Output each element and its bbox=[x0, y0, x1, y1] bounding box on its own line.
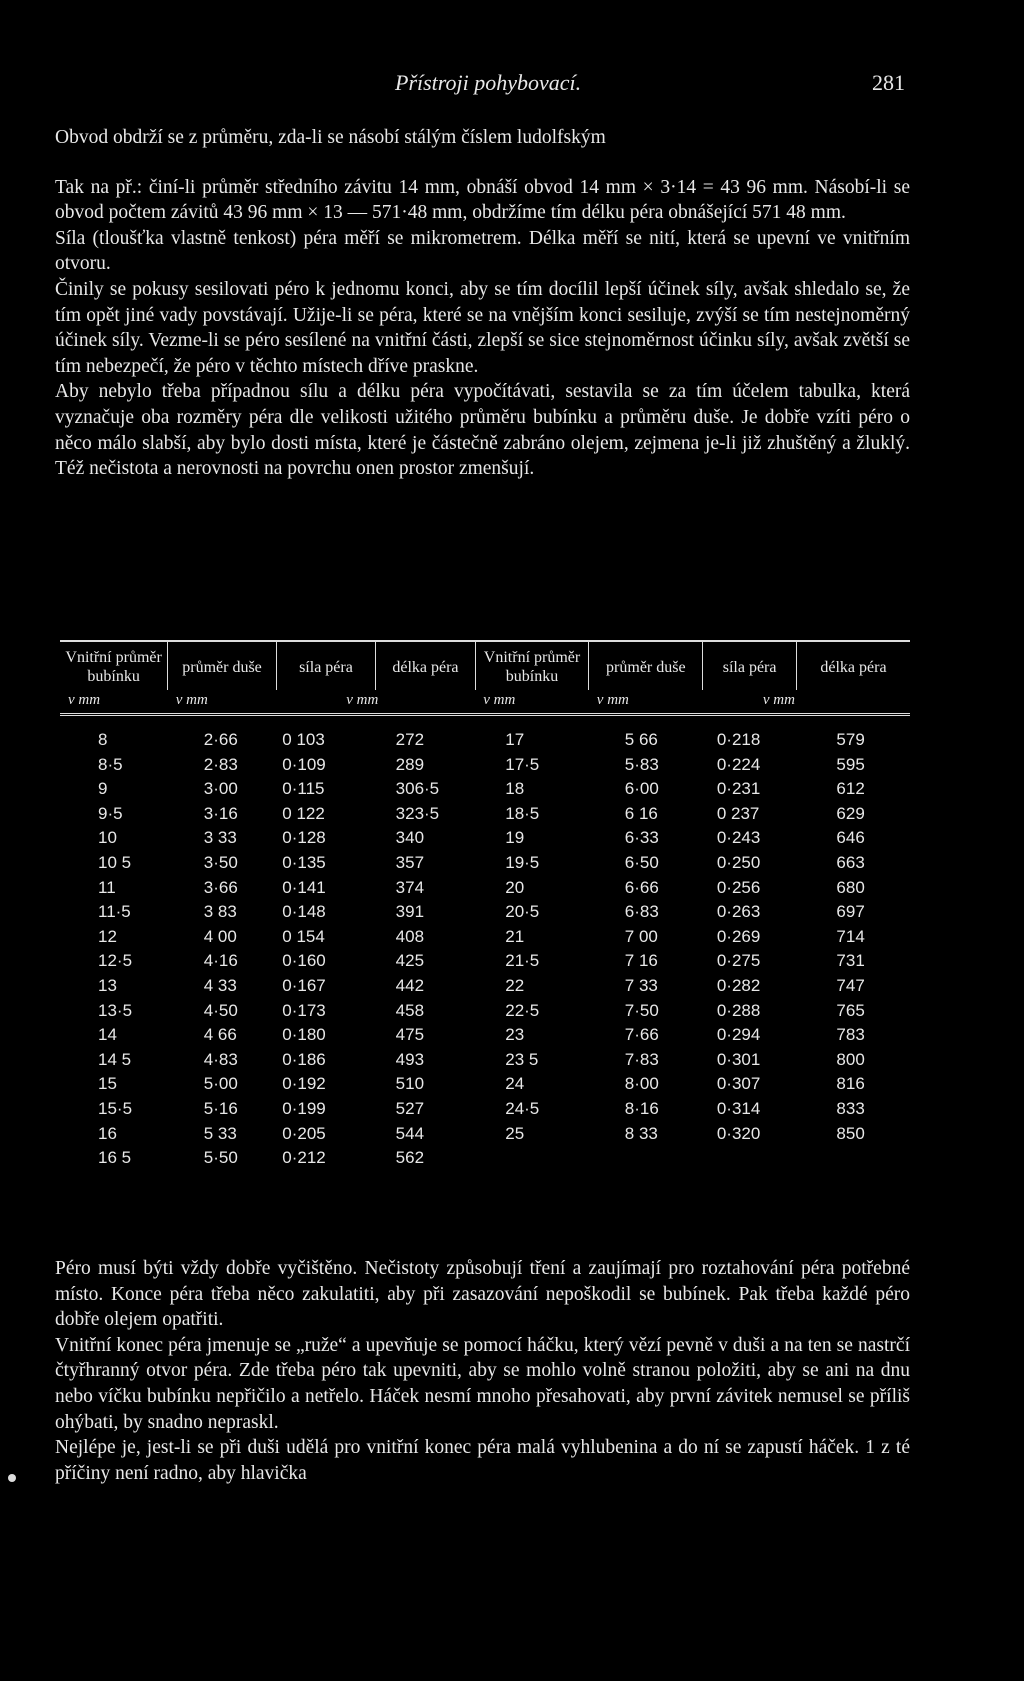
column-header: délka péra bbox=[376, 642, 476, 690]
bottom-text-block bbox=[55, 1256, 910, 1486]
table-cell: 0·250 bbox=[716, 852, 761, 872]
table-cell: 2·66 bbox=[203, 730, 238, 749]
table-cell bbox=[475, 1146, 589, 1171]
page-header bbox=[0, 70, 1024, 100]
table-cell: 3·66 bbox=[203, 877, 238, 897]
table-row bbox=[60, 1072, 910, 1097]
table-cell: 323·5 bbox=[395, 803, 440, 823]
table-cell: 0 122 bbox=[282, 803, 325, 823]
table-cell: 8·5 bbox=[98, 754, 123, 774]
table-cell: 0·141 bbox=[282, 877, 326, 897]
table-cell: 562 bbox=[395, 1148, 425, 1168]
table-cell: 0·243 bbox=[716, 828, 761, 848]
table-row bbox=[60, 925, 910, 950]
paragraph: Vnitřní konec péra jmenuje se „ruže“ a upevňuje se pomocí háčku, který vězí pevně v duši a na ten se nastrčí čtyřhranný otvor péra. Zde třeba péro tak upevniti, aby se mohlo volně stranou položiti, aby se ani na dnu nebo víčku bubínku nepřičilo a netřelo. Háček nesmí mnoho přesahovati, aby první závitek nemusel se příliš ohýbati, by snadno nepraskl. bbox=[55, 1334, 910, 1433]
table-cell: 357 bbox=[395, 852, 425, 872]
column-header: průměr duše bbox=[168, 642, 277, 690]
table-cell: 4 33 bbox=[203, 975, 237, 995]
table-cell: 0 237 bbox=[716, 803, 760, 823]
table-cell: 5 66 bbox=[624, 730, 658, 749]
units-row bbox=[60, 690, 910, 715]
table-cell: 7·50 bbox=[624, 1000, 659, 1020]
table-cell: 18·5 bbox=[505, 803, 540, 823]
unit-label: v mm bbox=[168, 690, 277, 715]
table-cell: 7·66 bbox=[624, 1025, 659, 1045]
table-cell: 6·00 bbox=[624, 779, 659, 799]
column-header: Vnitřní průměr bubínku bbox=[65, 649, 162, 685]
table-cell: 731 bbox=[836, 951, 865, 971]
table-cell: 4·16 bbox=[203, 951, 238, 971]
table-cell: 0·109 bbox=[282, 754, 326, 774]
table-cell: 0·115 bbox=[282, 779, 325, 799]
table-cell: 340 bbox=[395, 828, 425, 848]
table-cell: 765 bbox=[836, 1000, 865, 1020]
unit-label: v mm bbox=[276, 690, 475, 715]
table-cell: 391 bbox=[395, 902, 425, 922]
table-cell: 6·50 bbox=[624, 852, 659, 872]
unit-label: v mm bbox=[60, 690, 168, 715]
table-cell: 697 bbox=[836, 902, 865, 922]
table-cell: 2·83 bbox=[203, 754, 238, 774]
table-cell: 646 bbox=[836, 828, 865, 848]
table-row bbox=[60, 826, 910, 851]
table-cell: 10 bbox=[98, 828, 117, 848]
table-cell: 579 bbox=[836, 730, 865, 749]
table-cell: 3 83 bbox=[203, 902, 237, 922]
table-cell: 14 5 bbox=[98, 1049, 132, 1069]
table-cell: 7 16 bbox=[624, 951, 658, 971]
table-cell: 0·314 bbox=[716, 1098, 761, 1118]
table-cell: 23 bbox=[505, 1025, 525, 1045]
table-cell: 21·5 bbox=[505, 951, 540, 971]
table-cell: 0·224 bbox=[716, 754, 761, 774]
table-row bbox=[60, 876, 910, 901]
unit-label: v mm bbox=[589, 690, 703, 715]
table-cell: 800 bbox=[836, 1049, 865, 1069]
table-row bbox=[60, 1023, 910, 1048]
table-cell: 0·307 bbox=[716, 1074, 761, 1094]
paragraph: Péro musí býti vždy dobře vyčištěno. Nečistoty způsobují tření a zaujímají pro roztahování péra potřebné místo. Konce péra třeba něco zakulatiti, aby při zasazování nepoškodil se bubínek. Pak třeba každé péro dobře olejem opatřiti. bbox=[55, 1258, 910, 1331]
table-cell: 680 bbox=[836, 877, 865, 897]
table-body bbox=[60, 715, 910, 1171]
paragraph: Tak na př.: činí-li průměr středního závitu 14 mm, obnáší obvod 14 mm × 3·14 = 43 96 mm. Násobí-li se obvod počtem závitů 43 96 mm × 13 — 571·48 mm, obdržíme tím délku péra obnášející 571 48 mm. bbox=[55, 176, 910, 224]
table-cell: 816 bbox=[836, 1074, 865, 1094]
table-cell: 10 5 bbox=[98, 852, 132, 872]
table-cell: 6·33 bbox=[624, 828, 659, 848]
table-cell: 4·83 bbox=[203, 1049, 238, 1069]
table-cell: 17·5 bbox=[505, 754, 540, 774]
table-cell: 0·160 bbox=[282, 951, 326, 971]
table-row bbox=[60, 949, 910, 974]
table-cell: 24·5 bbox=[505, 1098, 540, 1118]
table-cell: 6 16 bbox=[624, 803, 658, 823]
table-cell: 11·5 bbox=[98, 902, 131, 922]
table-cell: 7 00 bbox=[624, 926, 658, 946]
table-row bbox=[60, 1048, 910, 1073]
table-cell: 22 bbox=[505, 975, 525, 995]
table-row bbox=[60, 1122, 910, 1147]
table-cell: 595 bbox=[836, 754, 865, 774]
table-cell: 289 bbox=[395, 754, 425, 774]
table-cell: 747 bbox=[836, 975, 865, 995]
table-cell: 0·167 bbox=[282, 975, 326, 995]
table-cell: 20·5 bbox=[505, 902, 540, 922]
table-cell: 6·83 bbox=[624, 902, 659, 922]
table-cell bbox=[703, 1146, 797, 1171]
table-cell: 850 bbox=[836, 1123, 865, 1143]
table-header-row bbox=[60, 642, 910, 690]
paragraph: Obvod obdrží se z průměru, zda-li se násobí stálým číslem ludolfským bbox=[55, 127, 606, 148]
table-cell: 13·5 bbox=[98, 1000, 133, 1020]
column-header: průměr duše bbox=[589, 642, 703, 690]
table-cell: 0·199 bbox=[282, 1098, 326, 1118]
table-cell: 4 00 bbox=[203, 926, 237, 946]
paragraph: Síla (tloušťka vlastně tenkost) péra měří se mikrometrem. Délka měří se nití, která se upevní ve vnitřním otvoru. bbox=[55, 227, 910, 275]
table-cell: 16 bbox=[98, 1123, 117, 1143]
table-cell: 24 bbox=[505, 1074, 525, 1094]
table-cell: 544 bbox=[395, 1123, 425, 1143]
table-cell: 527 bbox=[395, 1098, 425, 1118]
table-cell: 5·16 bbox=[203, 1098, 238, 1118]
table-cell: 0·288 bbox=[716, 1000, 761, 1020]
table-row bbox=[60, 753, 910, 778]
table-cell: 475 bbox=[395, 1025, 425, 1045]
table-cell: 0·320 bbox=[716, 1123, 761, 1143]
table-cell: 16 5 bbox=[98, 1148, 132, 1168]
table-cell: 833 bbox=[836, 1098, 865, 1118]
table-cell: 272 bbox=[395, 730, 425, 749]
table-cell: 3·16 bbox=[203, 803, 238, 823]
column-header: délka péra bbox=[796, 642, 910, 690]
table-cell: 12 bbox=[98, 926, 117, 946]
unit-label: v mm bbox=[703, 690, 910, 715]
table-cell: 0·269 bbox=[716, 926, 761, 946]
paragraph: Nejlépe je, jest-li se při duši udělá pro vnitřní konec péra malá vyhlubenina a do ní se zapustí háček. 1 z té příčiny není radno, aby hlavička bbox=[55, 1437, 910, 1484]
table-cell: 20 bbox=[505, 877, 525, 897]
table-cell: 0·256 bbox=[716, 877, 761, 897]
table-cell: 783 bbox=[836, 1025, 865, 1045]
table-cell: 5·83 bbox=[624, 754, 659, 774]
table-cell: 374 bbox=[395, 877, 425, 897]
table-cell: 15·5 bbox=[98, 1098, 133, 1118]
table-cell: 18 bbox=[505, 779, 525, 799]
table-cell: 8·00 bbox=[624, 1074, 659, 1094]
column-header: síla péra bbox=[276, 642, 375, 690]
table-cell: 11 bbox=[98, 877, 116, 897]
table-cell: 5·00 bbox=[203, 1074, 238, 1094]
table-cell: 3·00 bbox=[203, 779, 238, 799]
table-cell: 8 33 bbox=[624, 1123, 658, 1143]
table-cell: 0 154 bbox=[282, 926, 325, 946]
table-row bbox=[60, 900, 910, 925]
table-cell: 6·66 bbox=[624, 877, 659, 897]
table-cell: 21 bbox=[505, 926, 525, 946]
table-cell: 9·5 bbox=[98, 803, 123, 823]
table-cell: 629 bbox=[836, 803, 865, 823]
table-cell: 0·135 bbox=[282, 852, 326, 872]
unit-label: v mm bbox=[475, 690, 589, 715]
table-cell: 0 103 bbox=[282, 730, 325, 749]
table-row bbox=[60, 974, 910, 999]
column-header: Vnitřní průměr bubínku bbox=[475, 642, 589, 690]
table-cell: 0·180 bbox=[282, 1025, 326, 1045]
table-cell: 8 bbox=[98, 730, 108, 749]
table-cell: 7 33 bbox=[624, 975, 658, 995]
table-cell: 0·263 bbox=[716, 902, 761, 922]
table-row bbox=[60, 1097, 910, 1122]
table-cell: 23 5 bbox=[505, 1049, 539, 1069]
table-cell: 0·148 bbox=[282, 902, 326, 922]
table-cell: 0·218 bbox=[716, 730, 761, 749]
table-cell: 0·205 bbox=[282, 1123, 326, 1143]
table-cell: 0·275 bbox=[716, 951, 761, 971]
page-number: 281 bbox=[872, 70, 905, 95]
table-cell: 0·173 bbox=[282, 1000, 326, 1020]
table-row bbox=[60, 802, 910, 827]
table-cell: 22·5 bbox=[505, 1000, 540, 1020]
table-cell: 17 bbox=[505, 730, 525, 749]
table-cell: 4 66 bbox=[203, 1025, 237, 1045]
table-cell: 0·301 bbox=[716, 1049, 761, 1069]
top-text-block bbox=[55, 125, 910, 482]
table-cell: 612 bbox=[836, 779, 865, 799]
table-cell: 0·192 bbox=[282, 1074, 326, 1094]
table-cell: 5·50 bbox=[203, 1148, 238, 1168]
table-cell: 12·5 bbox=[98, 951, 133, 971]
margin-dot bbox=[8, 1474, 16, 1482]
table-cell: 0·128 bbox=[282, 828, 326, 848]
table-cell: 19·5 bbox=[505, 852, 540, 872]
table-cell: 510 bbox=[395, 1074, 425, 1094]
table-cell: 5 33 bbox=[203, 1123, 237, 1143]
table-cell: 425 bbox=[395, 951, 425, 971]
table-cell: 13 bbox=[98, 975, 117, 995]
table-cell: 19 bbox=[505, 828, 525, 848]
table-cell: 0·282 bbox=[716, 975, 761, 995]
table-cell bbox=[796, 1146, 910, 1171]
table-cell: 0·186 bbox=[282, 1049, 326, 1069]
paragraph: Aby nebylo třeba případnou sílu a délku péra vypočítávati, sestavila se za tím účelem tabulka, která vyznačuje oba rozměry péra dle velikosti užitého průměru bubínku a průměru duše. Je dobře vzíti péro o něco málo slabší, aby bylo dosti místa, které je částečně zabráno olejem, zejmena je-li již zhuštěný a žluklý. Též nečistota a nerovnosti na povrchu onen prostor zmenšují. bbox=[55, 381, 910, 480]
table-cell: 0·231 bbox=[716, 779, 761, 799]
column-header: síla péra bbox=[703, 642, 797, 690]
table-cell: 9 bbox=[98, 779, 108, 799]
table-cell: 0·212 bbox=[282, 1148, 326, 1168]
table-cell: 0·294 bbox=[716, 1025, 761, 1045]
table-cell bbox=[589, 1146, 703, 1171]
spring-dimensions-table bbox=[60, 640, 910, 1171]
table-row bbox=[60, 999, 910, 1024]
table-cell: 25 bbox=[505, 1123, 525, 1143]
table-row bbox=[60, 851, 910, 876]
table-cell: 306·5 bbox=[395, 779, 440, 799]
table-cell: 14 bbox=[98, 1025, 117, 1045]
table-cell: 4·50 bbox=[203, 1000, 238, 1020]
table-cell: 442 bbox=[395, 975, 425, 995]
table-row bbox=[60, 715, 910, 753]
table-cell: 15 bbox=[98, 1074, 117, 1094]
table-cell: 3 33 bbox=[203, 828, 237, 848]
table-cell: 7·83 bbox=[624, 1049, 659, 1069]
table-row bbox=[60, 1146, 910, 1171]
table-cell: 714 bbox=[836, 926, 865, 946]
table-row bbox=[60, 777, 910, 802]
running-title: Přístroji pohybovací. bbox=[395, 70, 582, 95]
table-cell: 458 bbox=[395, 1000, 425, 1020]
table-cell: 408 bbox=[395, 926, 425, 946]
table-cell: 493 bbox=[395, 1049, 425, 1069]
paragraph: Činily se pokusy sesilovati péro k jednomu konci, aby se tím docílil lepší účinek síly, avšak shledalo se, že tím opět jiné vady povstávají. Užije-li se péra, které se na vnějším konci sesiluje, zvýší se tím nestejnoměrný účinek síly. Vezme-li se péro sesílené na vnitřní části, zlepší se sice stejnoměrnost účinku síly, avšak zvětší se tím nebezpečí, že péro v těchto místech dříve praskne. bbox=[55, 278, 910, 377]
table-cell: 663 bbox=[836, 852, 865, 872]
table-cell: 8·16 bbox=[624, 1098, 659, 1118]
table-cell: 3·50 bbox=[203, 852, 238, 872]
